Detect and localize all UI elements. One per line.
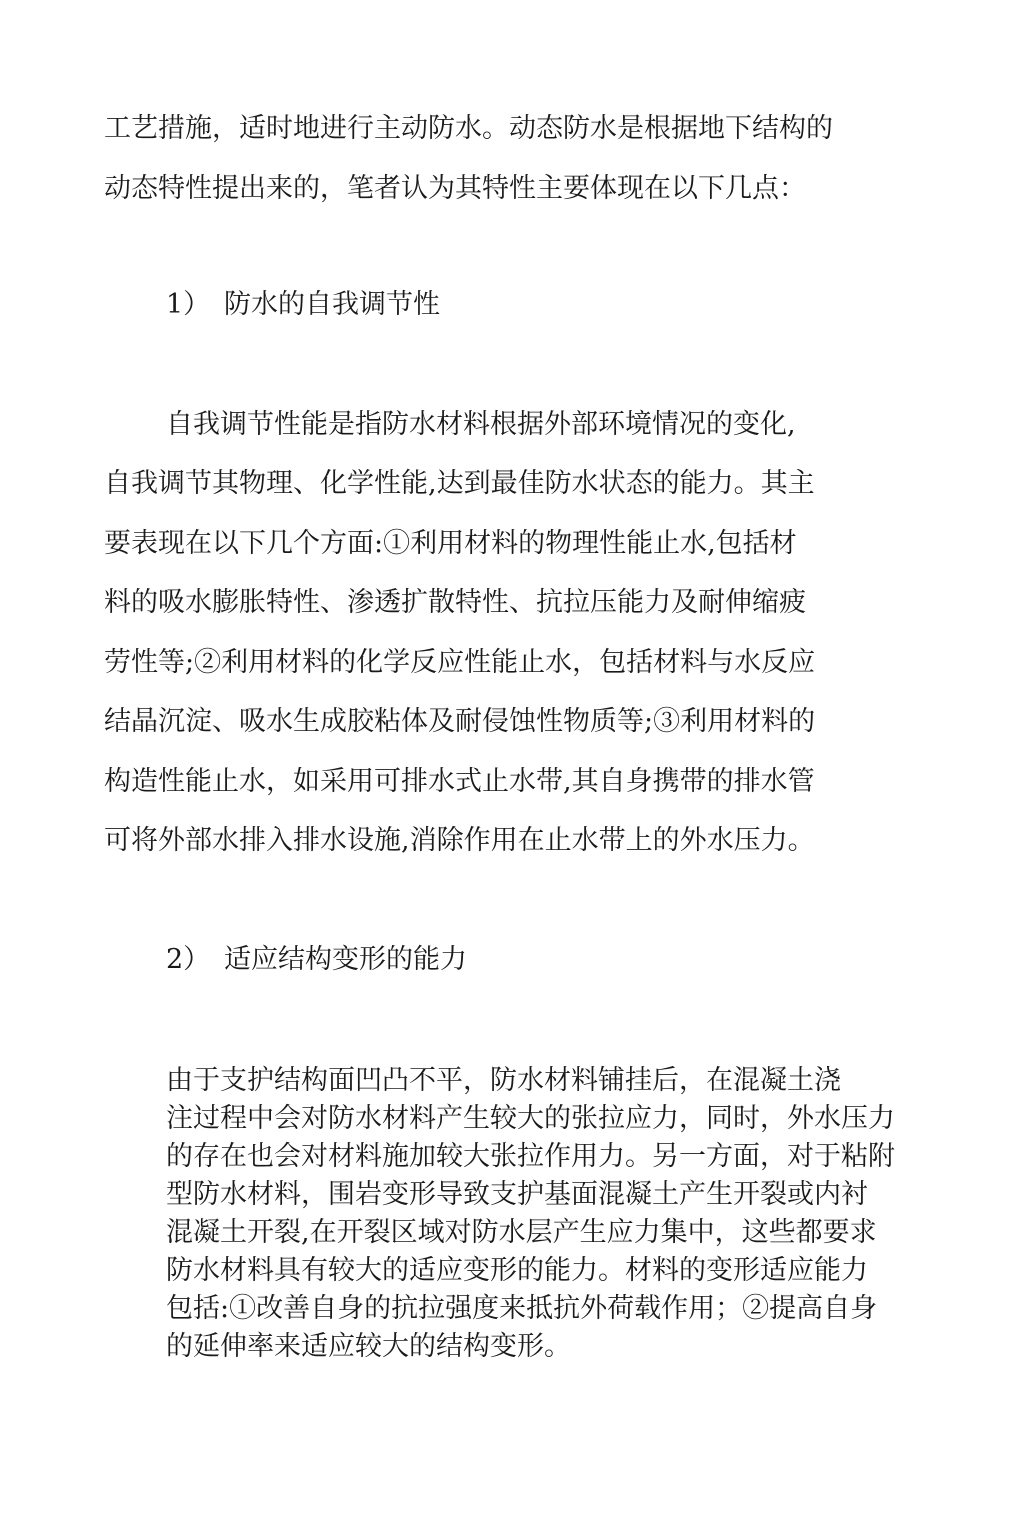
section-2-title: 适应结构变形的能力 [224, 944, 467, 975]
section-2-line-8: 的延伸率来适应较大的结构变形。 [166, 1331, 571, 1362]
section-2-line-4: 型防水材料，围岩变形导致支护基面混凝土产生开裂或内衬 [166, 1179, 868, 1210]
section-1-line-2: 自我调节其物理、化学性能,达到最佳防水状态的能力。其主 [104, 468, 815, 499]
section-1-title: 防水的自我调节性 [224, 289, 440, 320]
section-1-line-6: 结晶沉淀、吸水生成胶粘体及耐侵蚀性物质等;③利用材料的 [104, 706, 816, 737]
section-2-number: 2） [166, 944, 211, 975]
section-2-line-5: 混凝土开裂,在开裂区域对防水层产生应力集中，这些都要求 [166, 1217, 877, 1248]
section-1-line-5: 劳性等;②利用材料的化学反应性能止水，包括材料与水反应 [104, 647, 816, 678]
section-2-line-2: 注过程中会对防水材料产生较大的张拉应力，同时，外水压力 [166, 1103, 895, 1134]
section-2-line-7: 包括:①改善自身的抗拉强度来抵抗外荷载作用；②提高自身 [166, 1293, 878, 1324]
section-2-line-6: 防水材料具有较大的适应变形的能力。材料的变形适应能力 [166, 1255, 868, 1286]
section-1-heading [166, 288, 440, 322]
section-1-line-1: 自我调节性能是指防水材料根据外部环境情况的变化, [166, 409, 796, 440]
section-2-heading [166, 943, 467, 977]
section-1-line-8: 可将外部水排入排水设施,消除作用在止水带上的外水压力。 [104, 825, 815, 856]
section-2-line-3: 的存在也会对材料施加较大张拉作用力。另一方面，对于粘附 [166, 1141, 895, 1172]
section-2-line-1: 由于支护结构面凹凸不平，防水材料铺挂后，在混凝土浇 [166, 1065, 841, 1096]
section-1-number: 1） [166, 289, 211, 320]
section-1-line-7: 构造性能止水，如采用可排水式止水带,其自身携带的排水管 [104, 766, 815, 797]
section-1-line-4: 料的吸水膨胀特性、渗透扩散特性、抗拉压能力及耐伸缩疲 [104, 587, 806, 618]
section-1-line-3: 要表现在以下几个方面:①利用材料的物理性能止水,包括材 [104, 528, 797, 559]
intro-line-2: 动态特性提出来的，笔者认为其特性主要体现在以下几点： [104, 173, 806, 204]
intro-line-1: 工艺措施，适时地进行主动防水。动态防水是根据地下结构的 [104, 113, 833, 144]
